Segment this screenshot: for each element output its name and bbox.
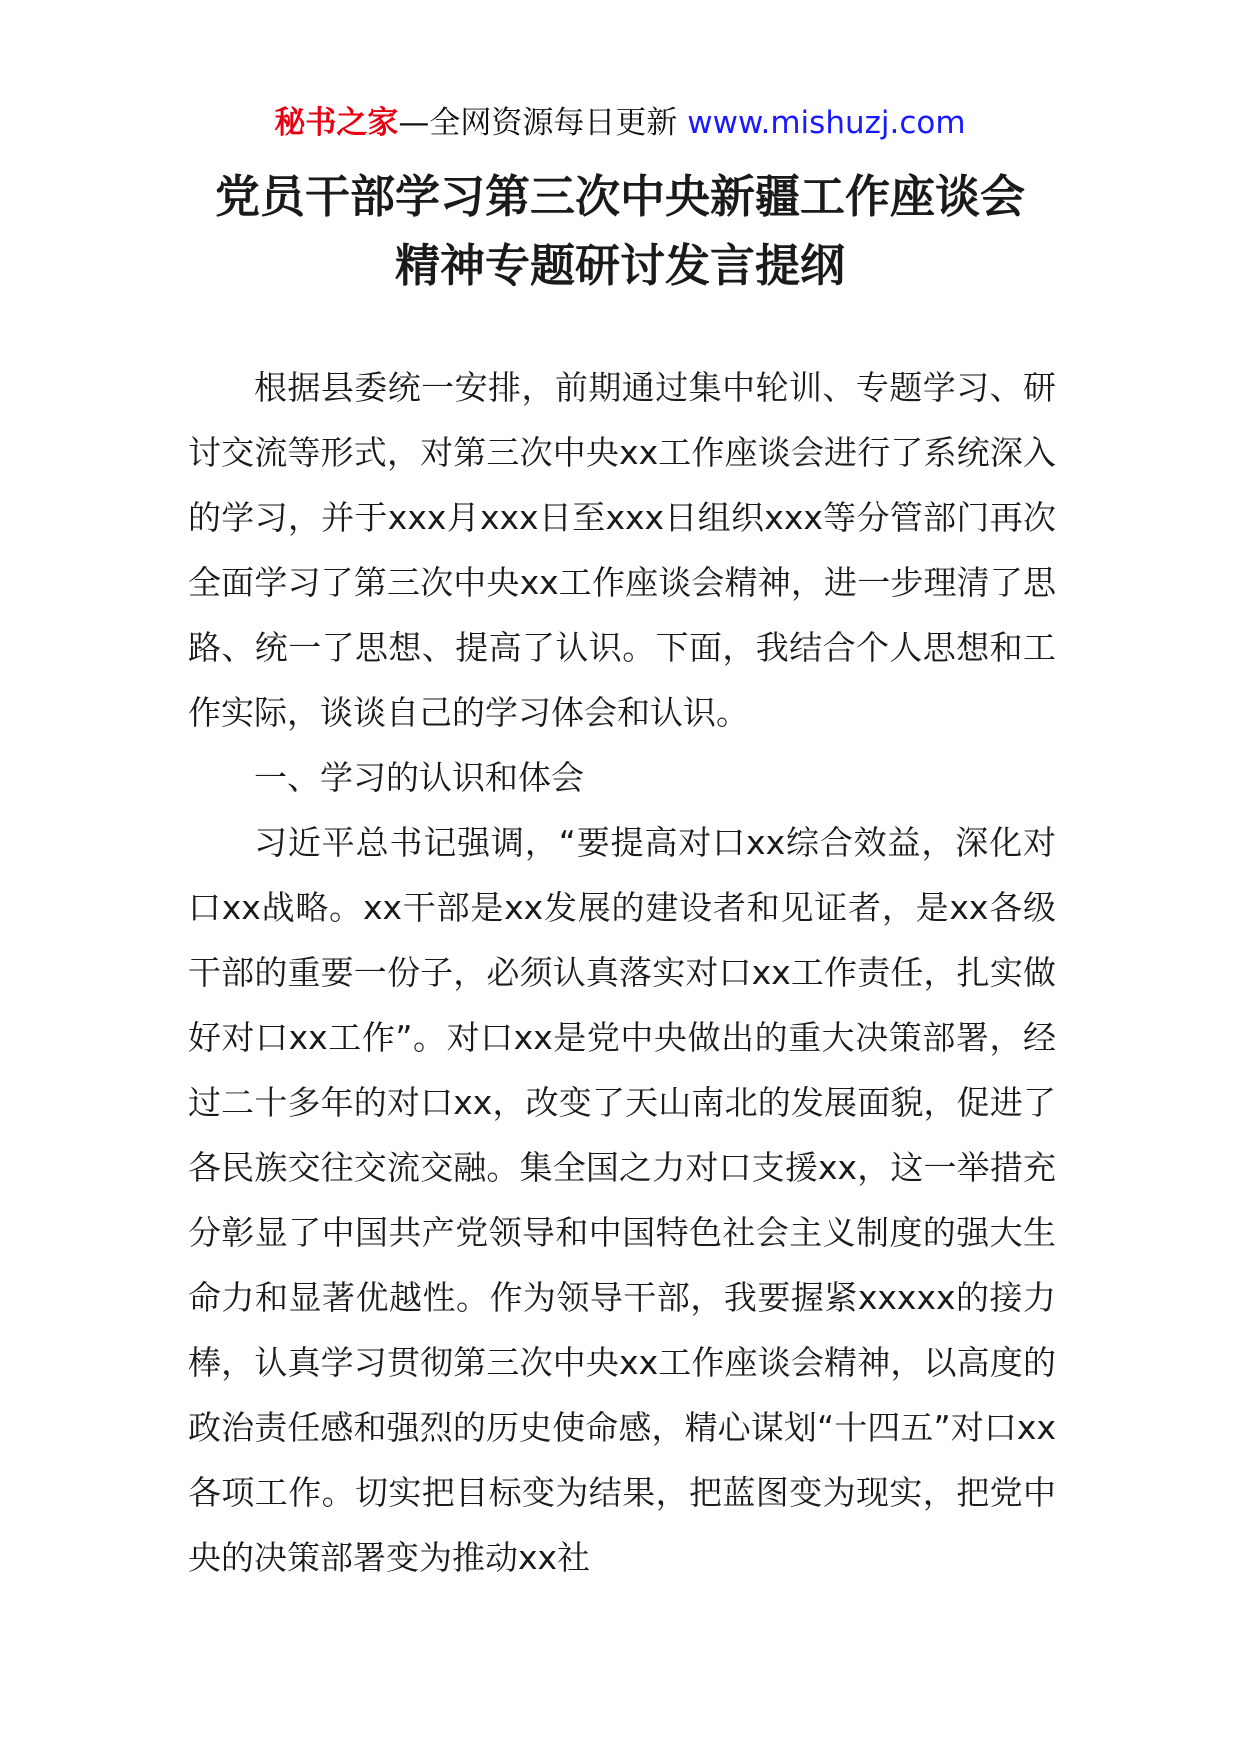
section-heading-1: 一、学习的认识和体会 [254, 758, 584, 797]
document-title [0, 162, 1240, 300]
paragraph-section-1: 习近平总书记强调，“要提高对口xx综合效益，深化对口xx战略。xx干部是xx发展的建设者和见证者，是xx各级干部的重要一份子，必须认真落实对口xx工作责任，扎实做好对口xx工作”。对口xx是党中央做出的重大决策部署，经过二十多年的对口xx，改变了天山南北的发展面貌，促进了各民族交往交流交融。集全国之力对口支援xx，这一举措充分彰显了中国共产党领导和中国特色社会主义制度的强大生命力和显著优越性。作为领导干部，我要握紧xxxxx的接力棒，认真学习贯彻第三次中央xx工作座谈会精神，以高度的政治责任感和强烈的历史使命感，精心谋划“十四五”对口xx各项工作。切实把目标变为结果，把蓝图变为现实，把党中央的决策部署变为推动xx社 [188, 823, 1056, 1577]
site-slogan: —全网资源每日更新 [398, 105, 688, 141]
paragraph-intro: 根据县委统一安排，前期通过集中轮训、专题学习、研讨交流等形式，对第三次中央xx工作座谈会进行了系统深入的学习，并于xxx月xxx日至xxx日组织xxx等分管部门再次全面学习了第三次中央xx工作座谈会精神，进一步理清了思路、统一了思想、提高了认识。下面，我结合个人思想和工作实际，谈谈自己的学习体会和认识。 [188, 368, 1056, 732]
document-title-line-1: 党员干部学习第三次中央新疆工作座谈会 [214, 170, 1025, 223]
document-body [188, 355, 1056, 1590]
document-title-line-2: 精神专题研讨发言提纲 [394, 239, 845, 292]
site-header [0, 98, 1240, 148]
site-name: 秘书之家 [274, 105, 399, 141]
site-url-link[interactable]: www.mishuzj.com [687, 105, 966, 141]
